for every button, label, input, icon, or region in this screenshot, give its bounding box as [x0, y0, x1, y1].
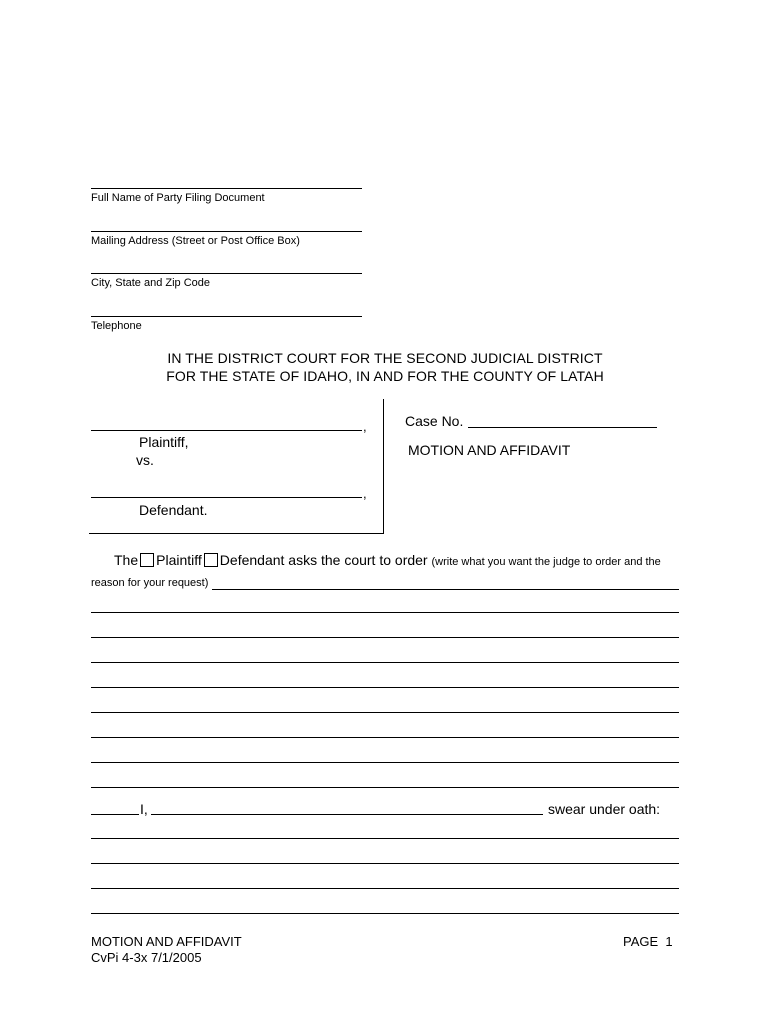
oath-i-label: I,	[140, 801, 148, 817]
telephone-label: Telephone	[91, 320, 142, 332]
asks-text-defendant: Defendant	[219, 552, 285, 568]
case-no-field[interactable]	[468, 427, 657, 428]
page-label: PAGE	[623, 934, 659, 949]
request-line-6[interactable]	[91, 712, 679, 713]
vs-label: vs.	[136, 452, 154, 468]
page-number: 1	[665, 934, 673, 949]
swear-under-oath-label: swear under oath:	[548, 801, 661, 817]
plaintiff-checkbox[interactable]	[140, 553, 154, 567]
plaintiff-comma: ,	[363, 419, 367, 434]
oath-prefix-field[interactable]	[91, 814, 139, 815]
request-line-9[interactable]	[91, 787, 679, 788]
motion-instruction: (write what you want the judge to order and the	[431, 556, 661, 568]
oath-name-field[interactable]	[151, 814, 543, 815]
request-line-5[interactable]	[91, 687, 679, 688]
motion-request-line	[114, 552, 661, 568]
full-name-field[interactable]	[91, 188, 362, 189]
affidavit-line-3[interactable]	[91, 888, 679, 889]
request-line-3[interactable]	[91, 637, 679, 638]
request-line-1[interactable]	[212, 589, 679, 590]
motion-instruction-continued: reason for your request)	[91, 577, 209, 589]
plaintiff-option-label: Plaintiff	[156, 552, 202, 568]
footer-form-title: MOTION AND AFFIDAVIT	[91, 934, 242, 949]
court-title-line-2: FOR THE STATE OF IDAHO, IN AND FOR THE COUNTY OF LATAH	[166, 368, 604, 384]
defendant-label: Defendant.	[139, 502, 208, 518]
defendant-checkbox[interactable]	[204, 553, 218, 567]
mailing-address-label: Mailing Address (Street or Post Office Box)	[91, 235, 300, 247]
mailing-address-field[interactable]	[91, 231, 362, 232]
defendant-name-field[interactable]	[91, 497, 362, 498]
defendant-comma: ,	[363, 486, 367, 501]
affidavit-line-2[interactable]	[91, 863, 679, 864]
request-line-4[interactable]	[91, 662, 679, 663]
affidavit-line-1[interactable]	[91, 838, 679, 839]
city-state-zip-label: City, State and Zip Code	[91, 277, 211, 289]
court-title-line-1: IN THE DISTRICT COURT FOR THE SECOND JUDICIAL DISTRICT	[167, 350, 603, 366]
caption-box-right-border	[383, 399, 384, 533]
footer-page	[623, 934, 673, 949]
the-label: The	[114, 552, 139, 568]
plaintiff-label: Plaintiff,	[139, 434, 189, 450]
caption-box-bottom-border	[89, 533, 384, 534]
plaintiff-name-field[interactable]	[91, 430, 362, 431]
case-no-label: Case No.	[405, 413, 464, 429]
request-line-2[interactable]	[91, 612, 679, 613]
affidavit-line-4[interactable]	[91, 913, 679, 914]
document-title: MOTION AND AFFIDAVIT	[408, 442, 571, 458]
telephone-field[interactable]	[91, 316, 362, 317]
footer-form-code: CvPi 4-3x 7/1/2005	[91, 950, 202, 965]
request-line-7[interactable]	[91, 737, 679, 738]
request-line-8[interactable]	[91, 762, 679, 763]
full-name-label: Full Name of Party Filing Document	[91, 192, 265, 204]
city-state-zip-field[interactable]	[91, 273, 362, 274]
asks-court-text: asks the court to order	[288, 552, 428, 568]
